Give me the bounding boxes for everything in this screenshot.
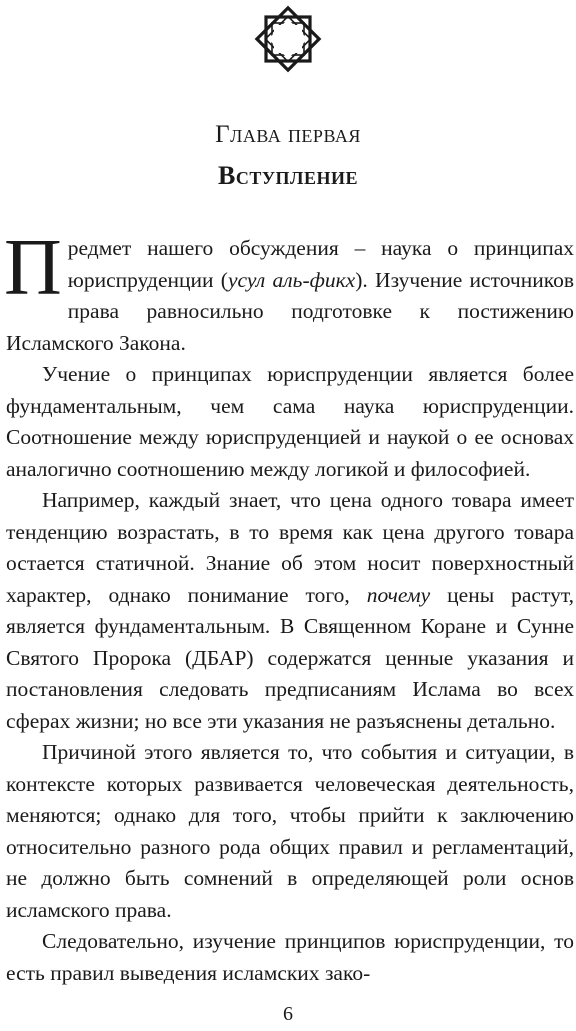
body-text [4,224,574,989]
paragraph-2: Учение о принципах юриспруденции является более фундаментальным, чем сама наука юриспруденции. Соотношение между юриспруденцией и наукой о ее основах аналогично соотношению между логикой и философией. [6,362,574,481]
italic-term-usul: усул аль-фикх [227,267,356,292]
chapter-title: Вступление [218,161,358,190]
paragraph-4: Причиной этого является то, что события и ситуации, в контексте которых развивается человеческая деятельность, меняются; однако для того, чтобы прийти к заключению относительно разного рода общих правил и регламентаций, не должно быть сомнений в определяющей роли основ исламского права. [6,740,574,922]
italic-term-pochemu: почему [366,582,431,607]
paragraph-3 [6,485,574,737]
chapter-label: Глава первая [215,121,361,148]
paragraph-3-text-a: Например, каждый знает, что цена одного товара имеет тенденцию возрастать, в то время как цена другого товара остается статичной. Знание об этом носит поверхностный характер, однако понимание того, [6,488,574,607]
paragraph-3-text-b: цены растут, является фундаментальным. В Священном Коране и Сунне Святого Пророка (ДБАР) содержатся ценные указания и постановления следовать предписаниям Ислама во всех сферах жизни; но все эти указания не разъяснены детально. [6,582,574,733]
paragraph-1-text-a: редмет нашего обсуждения – наука о принципах юриспруденции ( [67,236,574,292]
paragraph-1 [4,224,574,359]
octagram-ornament-icon [251,2,325,76]
drop-cap: П [4,224,62,312]
paragraph-5: Следовательно, изучение принципов юриспруденции, то есть правил выведения исламских зако- [6,929,574,985]
page-number: 6 [283,1003,293,1025]
paragraph-1-text-b: ). Изучение источников права равносильно подготовке к постижению Исламского Закона. [6,267,574,355]
